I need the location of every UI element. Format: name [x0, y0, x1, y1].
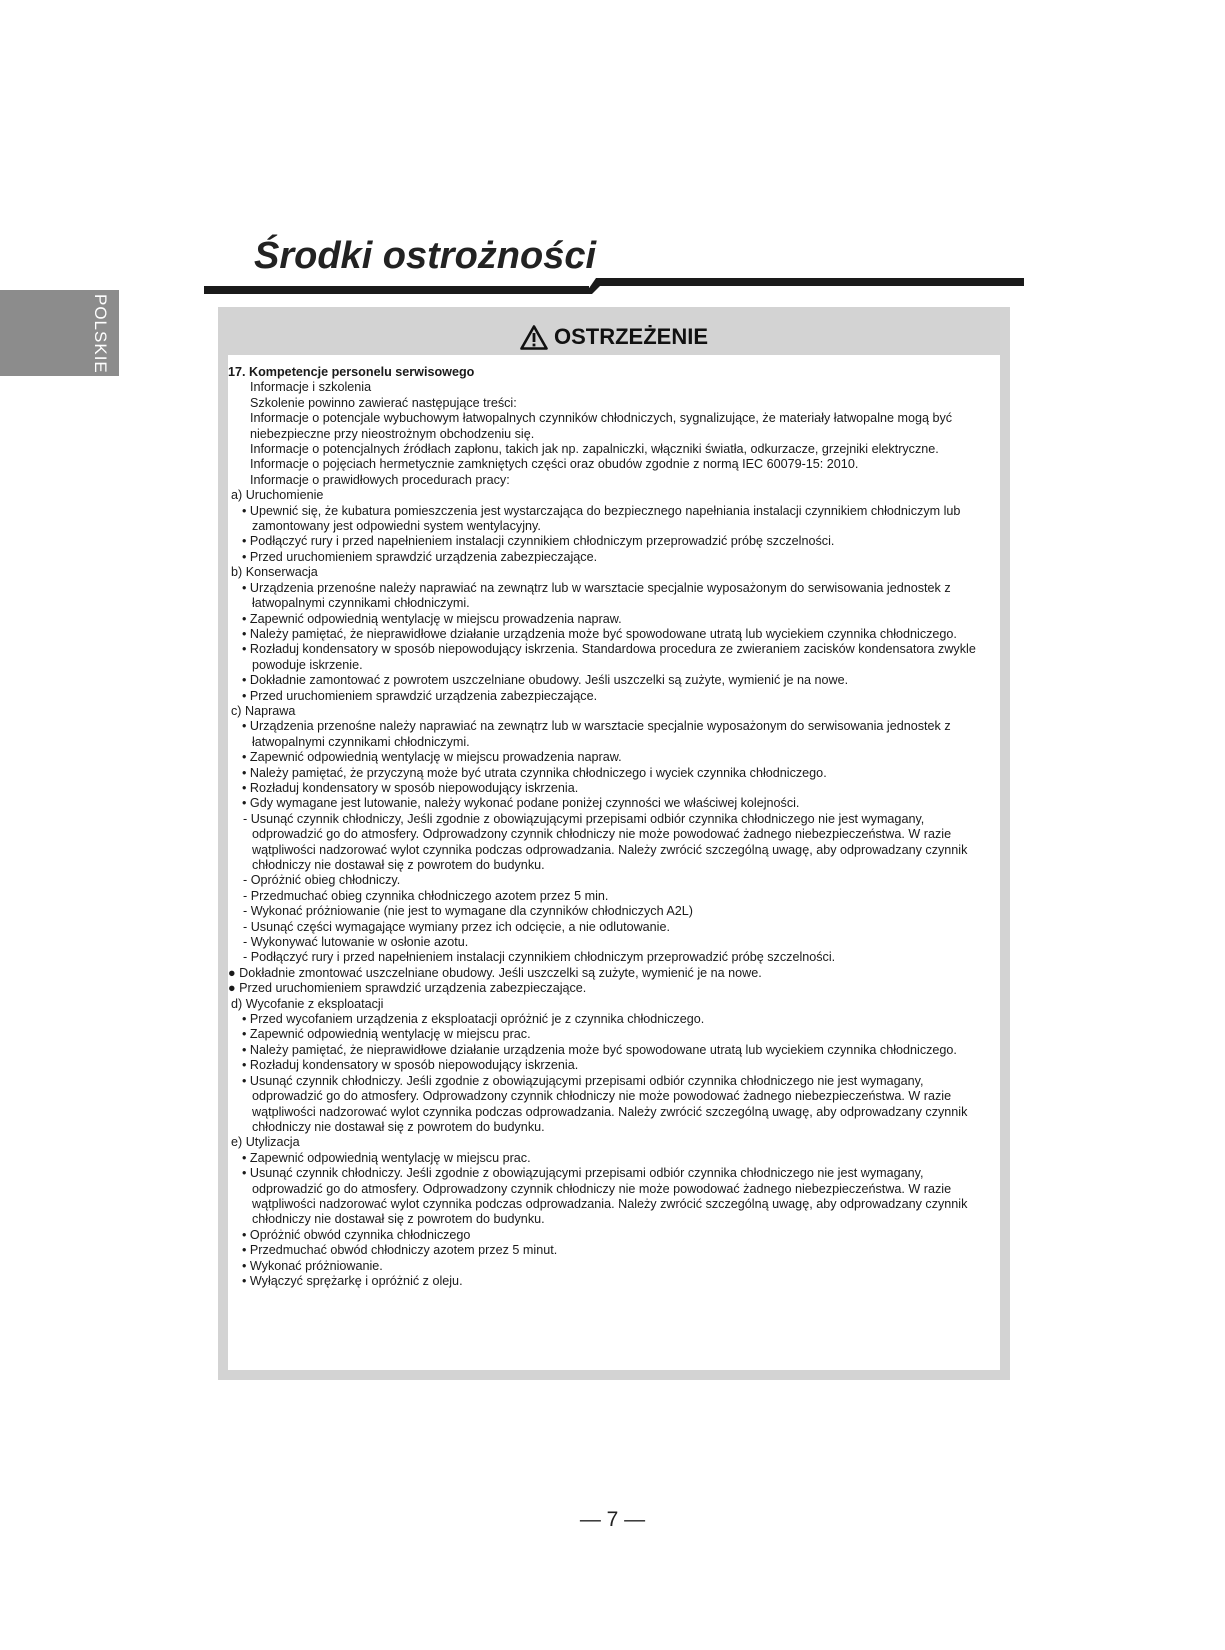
warning-line: • Należy pamiętać, że nieprawidłowe działanie urządzenia może być spowodowane utratą lub wyciekiem czynnika chłodniczego. [242, 1042, 957, 1057]
warning-line: - Wykonywać lutowanie w osłonie azotu. [243, 935, 469, 950]
warning-line: • Zapewnić odpowiednią wentylację w miejscu prac. [242, 1150, 531, 1165]
warning-line: • Podłączyć rury i przed napełnieniem instalacji czynnikiem chłodniczym przeprowadzić próbę szczelności. [242, 534, 835, 549]
warning-line: 17. Kompetencje personelu serwisowego [228, 365, 475, 379]
warning-line: • Zapewnić odpowiednią wentylację w miejscu prowadzenia napraw. [242, 611, 622, 626]
warning-line: - Przedmuchać obieg czynnika chłodniczego azotem przez 5 min. [243, 888, 609, 903]
warning-title: OSTRZEŻENIE [553, 324, 708, 349]
warning-line: • Usunąć czynnik chłodniczy. Jeśli zgodnie z obowiązującymi przepisami odbiór czynnika chłodniczego nie jest wymagany, odprowadzić go do atmosfery. Odprowadzony czynnik chłodniczy nie może powodować żadnego niebezpieczeństwa. W razie wątpliwości nadzorować wylot czynnika podczas odprowadzania. Należy zwrócić szczególną uwagę, aby odprowadzany czynnik chłodniczy nie dostawał się z powrotem do budynku. [242, 1166, 968, 1227]
warning-line: - Usunąć części wymagające wymiany przez ich odcięcie, a nie odlutowanie. [243, 919, 670, 934]
warning-line: Informacje o potencjalnych źródłach zapłonu, takich jak np. zapalniczki, włączniki światła, odkurzacze, grzejniki elektryczne. [250, 442, 939, 457]
warning-line: Informacje o pojęciach hermetycznie zamkniętych części oraz obudów zgodnie z normą IEC 60079-15: 2010. [250, 457, 859, 472]
warning-line: • Wyłączyć sprężarkę i opróżnić z oleju. [242, 1273, 463, 1288]
warning-line: d) Wycofanie z eksploatacji [231, 996, 384, 1011]
warning-line: e) Utylizacja [231, 1135, 300, 1150]
warning-line: b) Konserwacja [231, 565, 318, 580]
warning-line: - Opróżnić obieg chłodniczy. [243, 873, 401, 888]
warning-line: • Przed uruchomieniem sprawdzić urządzenia zabezpieczające. [242, 549, 598, 564]
warning-line: Informacje o prawidłowych procedurach pracy: [250, 472, 510, 487]
warning-line: ● Przed uruchomieniem sprawdzić urządzenia zabezpieczające. [228, 981, 587, 996]
warning-content [228, 355, 1000, 1289]
warning-line: Szkolenie powinno zawierać następujące treści: [250, 395, 517, 410]
warning-line: • Należy pamiętać, że przyczyną może być utrata czynnika chłodniczego i wyciek czynnika chłodniczego. [242, 765, 827, 780]
warning-line: • Wykonać próżniowanie. [242, 1258, 383, 1273]
warning-line: • Dokładnie zamontować z powrotem uszczelniane obudowy. Jeśli uszczelki są zużyte, wymienić je na nowe. [242, 673, 849, 688]
language-label: POLSKIE [91, 294, 110, 374]
warning-line: • Usunąć czynnik chłodniczy. Jeśli zgodnie z obowiązującymi przepisami odbiór czynnika chłodniczego nie jest wymagany, odprowadzić go do atmosfery. Odprowadzony czynnik chłodniczy nie może powodować żadnego niebezpieczeństwa. W razie wątpliwości nadzorować wylot czynnika podczas odprowadzania. Należy zwrócić szczególną uwagę, aby odprowadzany czynnik chłodniczy nie dostawał się z powrotem do budynku. [242, 1073, 968, 1134]
warning-line: a) Uruchomienie [231, 488, 324, 503]
warning-line: • Zapewnić odpowiednią wentylację w miejscu prowadzenia napraw. [242, 750, 622, 765]
page-title: Środki ostrożności [254, 235, 597, 277]
warning-line: • Opróżnić obwód czynnika chłodniczego [242, 1227, 471, 1242]
page-header [204, 235, 1024, 295]
warning-panel [218, 307, 1010, 1380]
warning-line: • Gdy wymagane jest lutowanie, należy wykonać podane poniżej czynności we właściwej kolejności. [242, 796, 800, 811]
warning-body [228, 355, 1000, 1370]
warning-line: • Należy pamiętać, że nieprawidłowe działanie urządzenia może być spowodowane utratą lub wyciekiem czynnika chłodniczego. [242, 626, 957, 641]
warning-line: • Zapewnić odpowiednią wentylację w miejscu prac. [242, 1027, 531, 1042]
warning-line: ● Dokładnie zmontować uszczelniane obudowy. Jeśli uszczelki są zużyte, wymienić je na nowe. [228, 965, 762, 980]
page-number: — 7 — [579, 1508, 646, 1531]
warning-line: c) Naprawa [231, 703, 296, 718]
warning-line: - Usunąć czynnik chłodniczy, Jeśli zgodnie z obowiązującymi przepisami odbiór czynnika chłodniczego nie jest wymagany, odprowadzić go do atmosfery. Odprowadzony czynnik chłodniczy nie może powodować żadnego niebezpieczeństwa. W razie wątpliwości nadzorować wylot czynnika podczas odprowadzania. Należy zwrócić szczególną uwagę, aby odprowadzany czynnik chłodniczy nie dostawał się z powrotem do budynku. [243, 811, 968, 872]
warning-line: • Rozładuj kondensatory w sposób niepowodujący iskrzenia. [242, 780, 579, 795]
warning-triangle-icon [520, 325, 548, 350]
warning-line: - Podłączyć rury i przed napełnieniem instalacji czynnikiem chłodniczym przeprowadzić próbę szczelności. [243, 950, 836, 965]
warning-line: • Rozładuj kondensatory w sposób niepowodujący iskrzenia. [242, 1058, 579, 1073]
warning-line: • Rozładuj kondensatory w sposób niepowodujący iskrzenia. Standardowa procedura ze zwieraniem zacisków kondensatora zwykle powoduje iskrzenie. [242, 642, 976, 672]
warning-header [218, 319, 1010, 355]
title-underline-rule [204, 278, 1024, 294]
warning-line: Informacje i szkolenia [250, 380, 372, 395]
warning-line: • Urządzenia przenośne należy naprawiać na zewnątrz lub w warsztacie specjalnie wyposażonym do serwisowania jednostek z łatwopalnymi czynnikami chłodniczymi. [242, 719, 951, 749]
warning-line: Informacje o potencjale wybuchowym łatwopalnych czynników chłodniczych, sygnalizujące, że materiały łatwopalne mogą być niebezpieczne przy nieostrożnym obchodzeniu się. [250, 411, 953, 441]
warning-line: • Przed wycofaniem urządzenia z eksploatacji opróżnić je z czynnika chłodniczego. [242, 1012, 705, 1027]
warning-line: - Wykonać próżniowanie (nie jest to wymagane dla czynników chłodniczych A2L) [243, 904, 693, 919]
warning-line: • Przedmuchać obwód chłodniczy azotem przez 5 minut. [242, 1243, 558, 1258]
warning-line: • Upewnić się, że kubatura pomieszczenia jest wystarczająca do bezpiecznego napełniania instalacji czynnikiem chłodniczym lub zamontowany jest odpowiedni system wentylacyjny. [242, 503, 961, 534]
warning-line: • Urządzenia przenośne należy naprawiać na zewnątrz lub w warsztacie specjalnie wyposażonym do serwisowania jednostek z łatwopalnymi czynnikami chłodniczymi. [242, 580, 951, 611]
warning-line: • Przed uruchomieniem sprawdzić urządzenia zabezpieczające. [242, 688, 598, 703]
